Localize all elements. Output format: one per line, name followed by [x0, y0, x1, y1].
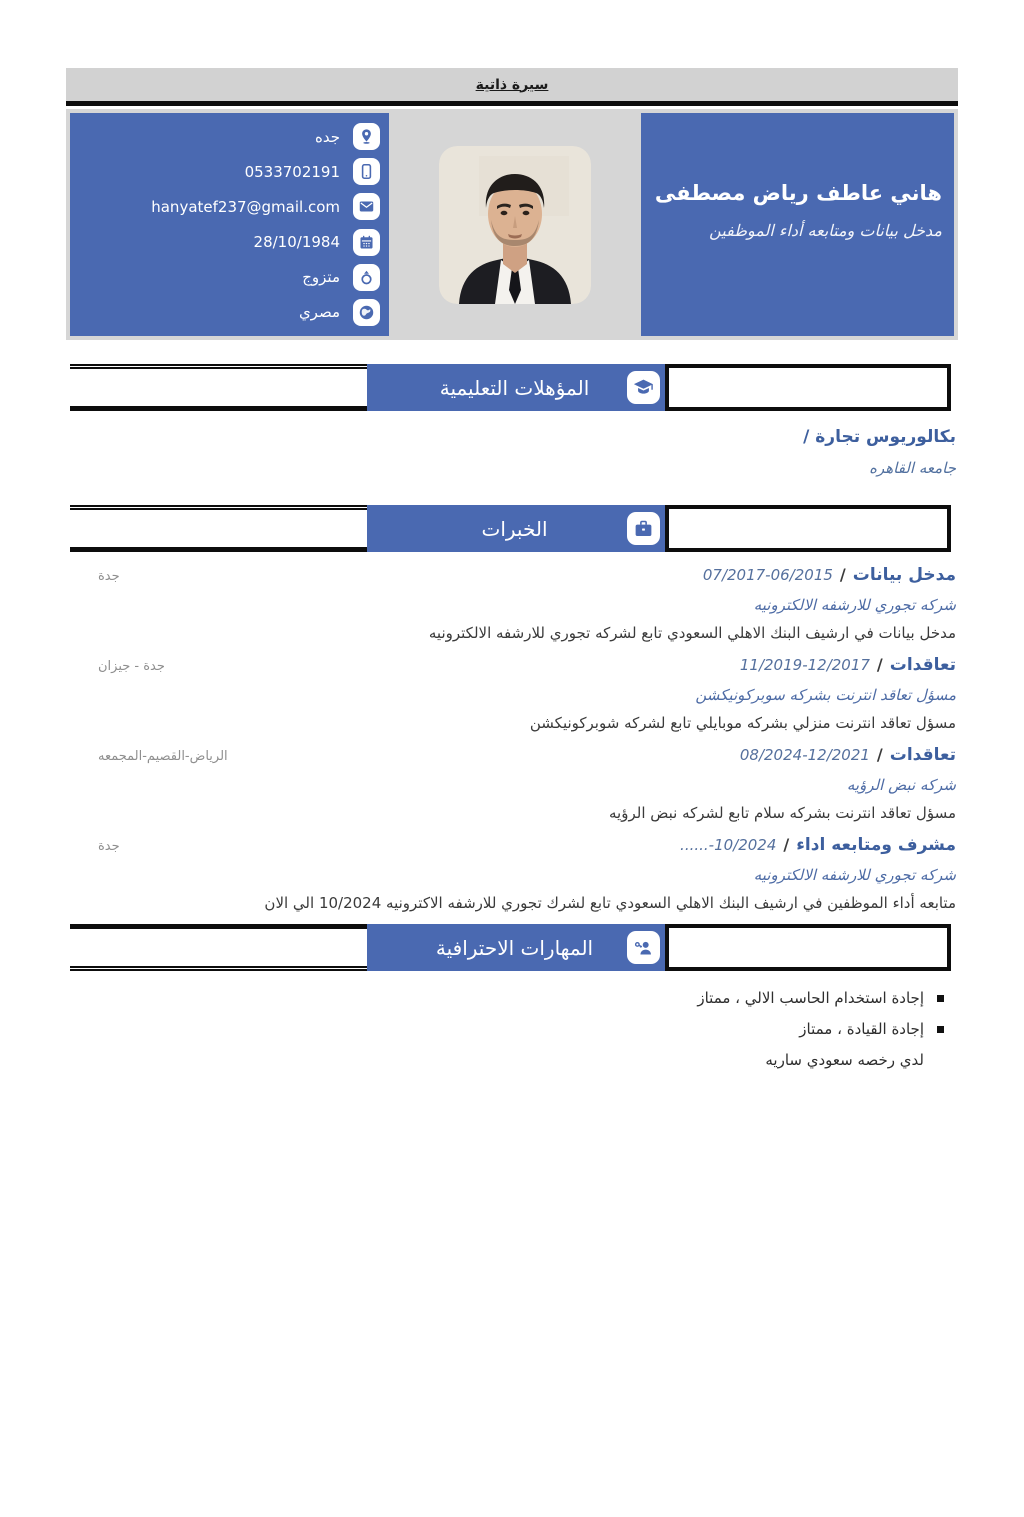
contact-row-marital-status — [79, 264, 380, 291]
skills-title-band — [367, 924, 665, 971]
job-role: تعاقدات — [889, 745, 956, 765]
calendar-icon — [353, 229, 380, 256]
job-description: متابعه أداء الموظفين في ارشيف البنك الاهلي السعودي تابع لشرك تجوري للارشفه الاكترونيه 10/2024 الي الان — [264, 894, 956, 912]
person-headline: مدخل بيانات ومتابعه أداء الموظفين — [709, 221, 942, 240]
mobile-phone-icon — [353, 158, 380, 185]
experience-entry — [68, 655, 956, 732]
header-left-box — [70, 364, 367, 411]
person-name: هاني عاطف رياض مصطفى — [654, 181, 942, 205]
job-dates: 08/2024-12/2021 — [739, 746, 870, 764]
contact-row-email — [79, 193, 380, 220]
company-name: شركه نبض الرؤيه — [846, 776, 956, 794]
document-title-bar — [66, 68, 958, 101]
entry-head — [68, 565, 956, 585]
contact-phone: 0533702191 — [244, 162, 340, 181]
header-left-box — [70, 505, 367, 552]
header-right-box — [665, 505, 951, 552]
contact-row-nationality — [79, 299, 380, 326]
graduation-cap-icon — [627, 371, 660, 404]
experience-entry — [68, 745, 956, 822]
contact-row-city — [79, 123, 380, 150]
experience-entry — [68, 835, 956, 912]
job-location: الرياض-القصيم-المجمعه — [98, 749, 228, 764]
job-dates: 11/2019-12/2017 — [739, 656, 870, 674]
contact-panel — [70, 113, 389, 336]
skill-item — [66, 1020, 944, 1038]
experience-title-band — [367, 505, 665, 552]
experience-section-title: الخبرات — [481, 516, 548, 541]
header-left-box — [70, 924, 367, 971]
skill-text: لدي رخصه سعودي ساريه — [765, 1051, 924, 1069]
skill-text: إجادة استخدام الحاسب الالي ، ممتاز — [697, 989, 924, 1007]
contact-birthdate: 28/10/1984 — [253, 233, 340, 252]
job-location: جدة — [98, 839, 120, 854]
skills-section-header — [66, 924, 958, 971]
job-description: مدخل بيانات في ارشيف البنك الاهلي السعودي تابع لشركه تجوري للارشفه الالكترونيه — [428, 624, 956, 642]
envelope-icon — [353, 193, 380, 220]
profile-photo — [439, 146, 591, 304]
entry-head — [68, 655, 956, 675]
skill-item — [66, 1051, 944, 1069]
job-description: مسؤل تعاقد انترنت بشركه سلام تابع لشركه نبض الرؤيه — [609, 804, 956, 822]
company-name: شركه تجوري للارشفه الالكترونيه — [753, 866, 956, 884]
contact-row-birthdate — [79, 229, 380, 256]
experience-section-header — [66, 505, 958, 552]
skill-text: إجادة القيادة ، ممتاز — [799, 1020, 924, 1038]
photo-zone — [389, 113, 641, 336]
job-dates: 07/2017-06/2015 — [702, 566, 833, 584]
job-description: مسؤل تعاقد انترنت منزلي بشركه موبايلي تابع لشركه شوبركونيكشن — [529, 714, 956, 732]
role-date-separator: / — [876, 655, 883, 674]
contact-city: جده — [314, 127, 340, 146]
company-name: شركه تجوري للارشفه الالكترونيه — [753, 596, 956, 614]
cv-page — [66, 68, 958, 1069]
globe-icon — [353, 299, 380, 326]
header-right-box — [665, 364, 951, 411]
entry-head — [68, 835, 956, 855]
experience-entry — [68, 565, 956, 642]
square-bullet — [937, 1026, 944, 1033]
header-band — [66, 109, 958, 340]
role-date-separator: / — [783, 835, 790, 854]
contact-nationality: مصري — [298, 303, 340, 322]
education-section-title: المؤهلات التعليمية — [439, 375, 590, 400]
education-section-header — [66, 364, 958, 411]
company-name: مسؤل تعاقد انترنت بشركه سوبركونيكشن — [695, 686, 956, 704]
contact-marital-status: متزوج — [302, 268, 340, 287]
header-right-box — [665, 924, 951, 971]
job-role: مشرف ومتابعه اداء — [796, 835, 956, 855]
entry-head — [68, 745, 956, 765]
education-body — [66, 427, 958, 477]
experience-body — [66, 565, 958, 912]
contact-email: hanyatef237@gmail.com — [151, 197, 340, 216]
role-date-separator: / — [876, 745, 883, 764]
job-location: جدة — [98, 569, 120, 584]
contact-row-phone — [79, 158, 380, 185]
location-pin-icon — [353, 123, 380, 150]
briefcase-icon — [627, 512, 660, 545]
job-role: تعاقدات — [889, 655, 956, 675]
square-bullet — [937, 995, 944, 1002]
identity-panel — [641, 113, 954, 336]
role-date-separator: / — [839, 565, 846, 584]
horizontal-rule — [66, 101, 958, 106]
person-key-icon — [627, 931, 660, 964]
school-name: جامعه القاهره — [869, 459, 956, 477]
skills-section-title: المهارات الاحترافية — [435, 935, 594, 960]
job-role: مدخل بيانات — [852, 565, 956, 585]
document-title: سيرة ذاتية — [475, 76, 549, 93]
job-location: جدة - جيزان — [98, 659, 165, 674]
job-dates: ......-10/2024 — [680, 836, 777, 854]
ring-icon — [353, 264, 380, 291]
education-title-band — [367, 364, 665, 411]
skills-body — [66, 971, 958, 1069]
skill-item — [66, 989, 944, 1007]
degree-title: بكالوريوس تجارة / — [803, 427, 956, 447]
